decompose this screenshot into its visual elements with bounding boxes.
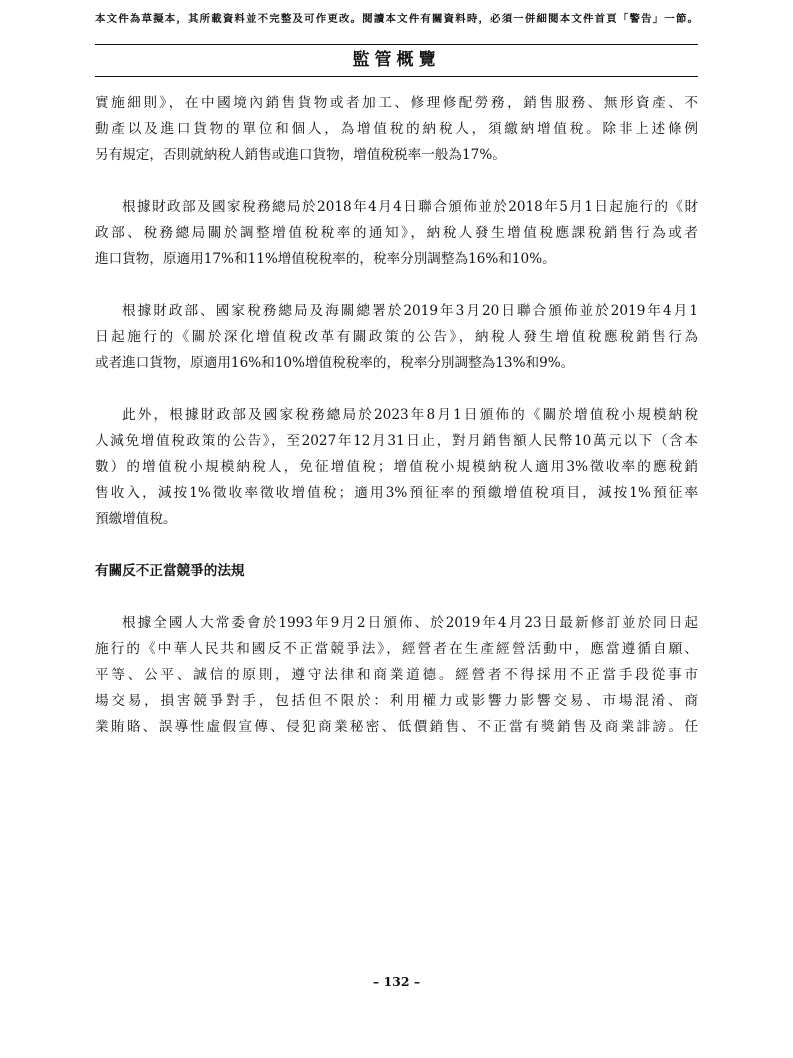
paragraph-line: 人減免增值稅政策的公告》，至2027年12月31日止，對月銷售額人民幣10萬元以下（含本 <box>95 433 698 449</box>
paragraph-line: 此外，根據財政部及國家稅務總局於2023年8月1日頒佈的《關於增值稅小規模納稅 <box>122 407 698 423</box>
paragraph-line: 施行的《中華人民共和國反不正當競爭法》，經營者在生產經營活動中，應當遵循自願、 <box>95 641 698 657</box>
page-number: – 132 – <box>372 974 421 989</box>
paragraph-line: 另有規定，否則就納稅人銷售或進口貨物，增值稅税率一般為17%。 <box>95 147 506 163</box>
paragraph-2023-exemption <box>95 402 698 532</box>
paragraph-line: 根據財政部及國家稅務總局於2018年4月4日聯合頒佈並於2018年5月1日起施行的《財 <box>122 199 698 215</box>
paragraph-line: 動產以及進口貨物的單位和個人，為增值稅的納稅人，須繳納增值稅。除非上述條例 <box>95 121 698 137</box>
paragraph-line: 日起施行的《關於深化增值稅改革有關政策的公告》，納稅人發生增值稅應稅銷售行為 <box>95 329 698 345</box>
paragraph-line: 業賄賂、誤導性虛假宣傳、侵犯商業秘密、低價銷售、不正當有獎銷售及商業誹謗。任 <box>95 719 698 735</box>
section-title: 監管概覽 <box>352 50 441 70</box>
draft-disclaimer: 本文件為草擬本，其所載資料並不完整及可作更改。閱讀本文件有關資料時，必須一併細閱本文件首頁「警告」一節。 <box>95 13 698 25</box>
paragraph-line: 售收入，減按1%徵收率徵收增值稅；適用3%預征率的預繳增值稅項目，減按1%預征率 <box>95 485 698 501</box>
header-rule-bottom <box>95 76 698 77</box>
document-body <box>95 90 698 740</box>
paragraph-2018-adjustment <box>95 194 698 272</box>
header-rule-top <box>95 44 698 45</box>
paragraph-line: 或者進口貨物，原適用16%和10%增值稅稅率的，稅率分別調整為13%和9%。 <box>95 355 575 371</box>
paragraph-anti-unfair-competition <box>95 610 698 740</box>
paragraph-line: 預繳增值稅。 <box>95 511 177 527</box>
paragraph-line: 政部、稅務總局關於調整增值稅稅率的通知》，納稅人發生增值稅應課稅銷售行為或者 <box>95 225 698 241</box>
paragraph-2019-reform <box>95 298 698 376</box>
paragraph-line: 場交易，損害競爭對手，包括但不限於：利用權力或影響力影響交易、市場混淆、商 <box>95 693 698 709</box>
paragraph-line: 進口貨物，原適用17%和11%增值稅稅率的，稅率分別調整為16%和10%。 <box>95 251 556 267</box>
paragraph-line: 根據財政部、國家稅務總局及海關總署於2019年3月20日聯合頒佈並於2019年4月1 <box>122 303 698 319</box>
paragraph-line: 數）的增值稅小規模納稅人，免征增值稅；增值稅小規模納稅人適用3%徵收率的應稅銷 <box>95 459 698 475</box>
paragraph-vat-rules <box>95 90 698 168</box>
paragraph-line: 根據全國人大常委會於1993年9月2日頒佈、於2019年4月23日最新修訂並於同日起 <box>122 615 698 631</box>
paragraph-line: 實施細則》，在中國境內銷售貨物或者加工、修理修配勞務，銷售服務、無形資產、不 <box>95 95 698 111</box>
subsection-heading: 有關反不正當競爭的法規 <box>95 563 245 579</box>
paragraph-line: 平等、公平、誠信的原則，遵守法律和商業道德。經營者不得採用不正當手段從事市 <box>95 667 698 683</box>
